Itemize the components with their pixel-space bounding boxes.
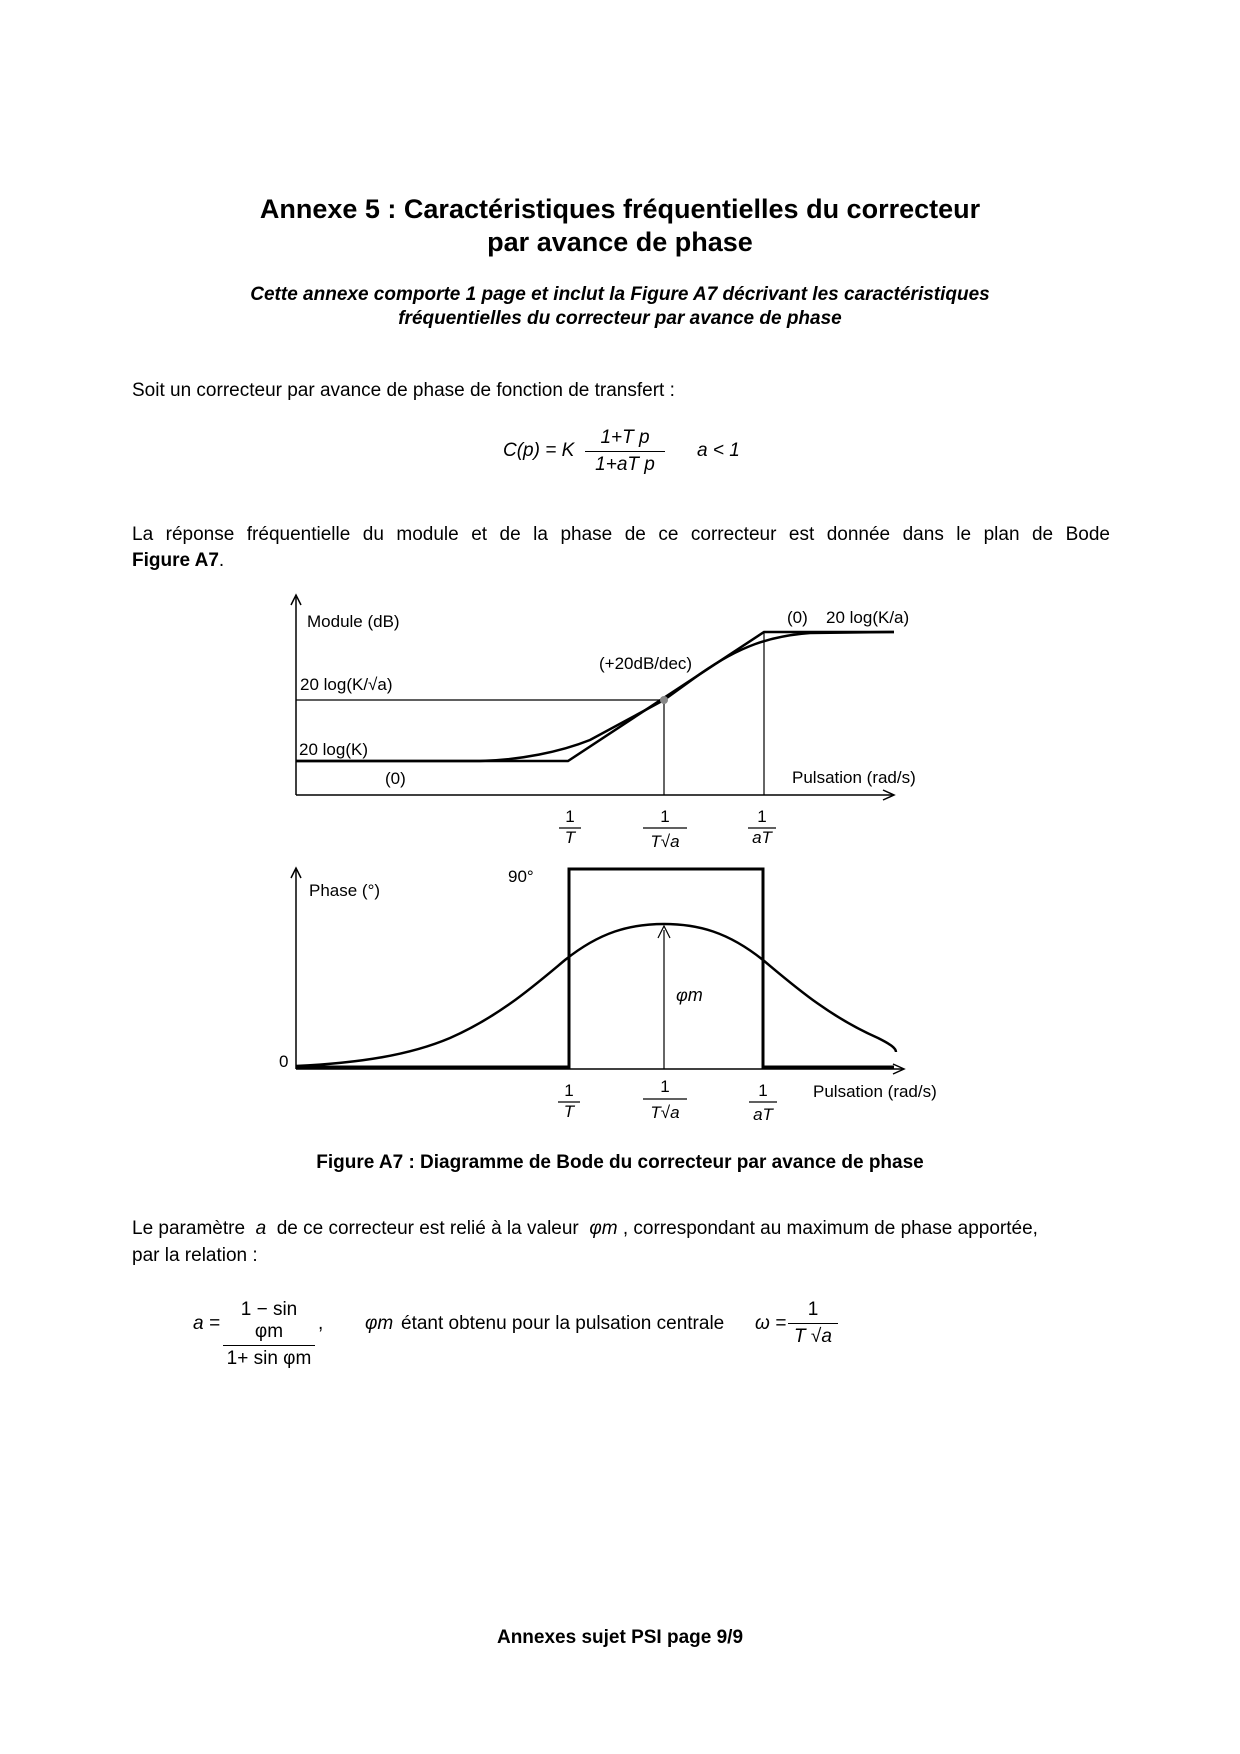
phase-asymptotes bbox=[296, 869, 894, 1067]
phase-real-curve bbox=[296, 924, 896, 1066]
module-slope-high: (0) bbox=[787, 608, 808, 627]
relation-omega: ω = bbox=[755, 1313, 787, 1334]
module-level-low: 20 log(K) bbox=[299, 740, 368, 759]
omega-numerator: 1 bbox=[788, 1299, 838, 1324]
subtitle-line2: fréquentielles du correcteur par avance de phase bbox=[398, 308, 842, 329]
module-tick2-den: T√a bbox=[650, 832, 680, 851]
p3-line2: par la relation : bbox=[132, 1245, 258, 1266]
transfer-lhs-text: C(p) = K bbox=[503, 440, 575, 461]
module-level-high: 20 log(K/a) bbox=[826, 608, 910, 627]
page-title-line2: par avance de phase bbox=[487, 227, 753, 257]
phase-tick-1-over-aT bbox=[749, 1081, 777, 1124]
subtitle-line1: Cette annexe comporte 1 page et inclut la Figure A7 décrivant les caractéristiques bbox=[250, 284, 990, 305]
module-tick3-num: 1 bbox=[757, 807, 767, 826]
relation-numerator: 1 − sin φm bbox=[223, 1299, 315, 1346]
phase-tick-1-over-T-sqrt-a bbox=[643, 1077, 687, 1122]
relation-lhs: a = bbox=[193, 1313, 220, 1334]
relation-fraction bbox=[223, 1299, 315, 1370]
relation-phi: φm bbox=[365, 1313, 394, 1334]
figure-ref: Figure A7 bbox=[132, 550, 219, 571]
module-center-point bbox=[660, 696, 668, 704]
p3-var-a: a bbox=[255, 1218, 267, 1239]
paragraph-response: La réponse fréquentielle du module et de la phase de ce correcteur est donnée dans le plan de Bode bbox=[132, 524, 1110, 545]
module-tick-1-over-T bbox=[559, 807, 581, 847]
module-tick-1-over-T-sqrt-a bbox=[643, 807, 687, 851]
paragraph-end: . bbox=[218, 550, 225, 571]
module-slope-low: (0) bbox=[385, 769, 406, 788]
phase-peak-label: φm bbox=[676, 985, 703, 1005]
page-footer: Annexes sujet PSI page 9/9 bbox=[496, 1627, 744, 1648]
module-asymptotes bbox=[296, 632, 894, 761]
module-xlabel: Pulsation (rad/s) bbox=[792, 768, 916, 787]
p3-var-phi: φm bbox=[589, 1218, 618, 1239]
omega-fraction bbox=[788, 1299, 838, 1348]
module-plot bbox=[291, 595, 916, 851]
phase-zero-label: 0 bbox=[279, 1052, 289, 1071]
relation-denominator: 1+ sin φm bbox=[226, 1348, 312, 1369]
module-tick3-den: aT bbox=[752, 828, 772, 847]
module-ylabel: Module (dB) bbox=[307, 612, 400, 631]
page-title-line1: Annexe 5 : Caractéristiques fréquentielles du correcteur bbox=[259, 194, 981, 224]
transfer-condition: a < 1 bbox=[697, 440, 740, 461]
p3-part2: de ce correcteur est relié à la valeur bbox=[276, 1218, 579, 1239]
p3-part3: , correspondant au maximum de phase apportée, bbox=[622, 1218, 1038, 1239]
transfer-denominator: 1+aT p bbox=[595, 454, 655, 475]
relation-text: étant obtenu pour la pulsation centrale bbox=[401, 1313, 725, 1334]
module-level-mid: 20 log(K/√a) bbox=[300, 675, 393, 694]
module-tick-1-over-aT bbox=[748, 807, 776, 847]
phase-tick-1-over-T bbox=[558, 1081, 580, 1121]
phase-max-label: 90° bbox=[508, 867, 534, 886]
phase-tick1-den: T bbox=[563, 1102, 575, 1121]
module-tick1-num: 1 bbox=[565, 807, 575, 826]
phase-xlabel: Pulsation (rad/s) bbox=[813, 1082, 937, 1101]
phase-tick3-den: aT bbox=[753, 1105, 773, 1124]
phase-ylabel: Phase (°) bbox=[309, 881, 381, 900]
phase-tick2-den: T√a bbox=[650, 1103, 680, 1122]
module-slope-mid: (+20dB/dec) bbox=[599, 654, 693, 673]
module-tick1-den: T bbox=[564, 828, 576, 847]
phase-tick2-num: 1 bbox=[660, 1077, 670, 1096]
p3-part1: Le paramètre bbox=[132, 1218, 246, 1239]
phase-tick1-num: 1 bbox=[564, 1081, 574, 1100]
intro-sentence: Soit un correcteur par avance de phase de fonction de transfert : bbox=[132, 380, 675, 401]
phase-plot bbox=[279, 867, 937, 1124]
relation-comma: , bbox=[318, 1313, 324, 1334]
phase-tick3-num: 1 bbox=[758, 1081, 768, 1100]
module-real-curve bbox=[296, 632, 894, 761]
paragraph-parameter bbox=[132, 1216, 1110, 1242]
figure-caption: Figure A7 : Diagramme de Bode du correcteur par avance de phase bbox=[316, 1152, 924, 1173]
transfer-numerator: 1+T p bbox=[585, 427, 665, 452]
module-tick2-num: 1 bbox=[660, 807, 670, 826]
omega-denominator: T √a bbox=[794, 1326, 832, 1347]
